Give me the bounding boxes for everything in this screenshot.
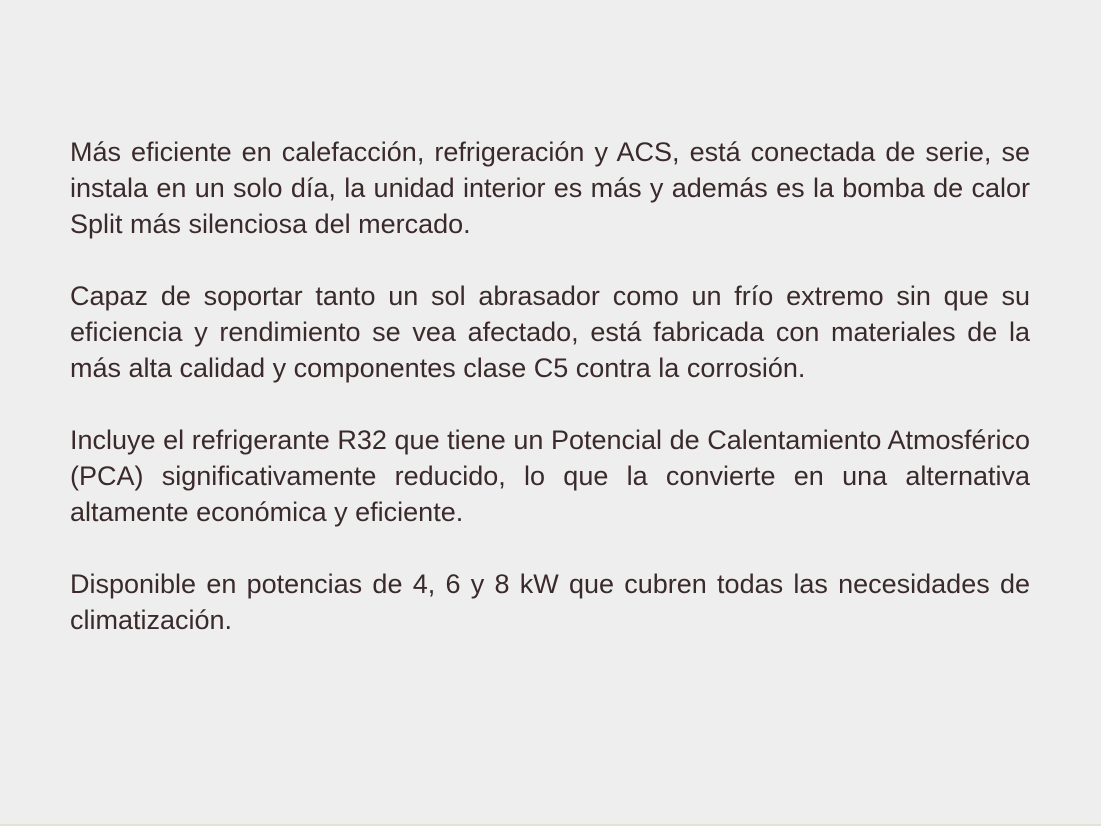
product-description — [70, 134, 1030, 638]
paragraph-refrigerant: Incluye el refrigerante R32 que tiene un Potencial de Calentamiento Atmosférico (PCA) significativamente reducido, lo que la convierte en una alternativa altamente económica y eficiente. — [70, 425, 1030, 527]
paragraph-durability: Capaz de soportar tanto un sol abrasador como un frío extremo sin que su eficiencia y rendimiento se vea afectado, está fabricada con materiales de la más alta calidad y componentes clase C5 contra la corrosión. — [70, 281, 1030, 383]
paragraph-power-options: Disponible en potencias de 4, 6 y 8 kW que cubren todas las necesidades de climatización. — [70, 569, 1030, 635]
paragraph-efficiency: Más eficiente en calefacción, refrigeración y ACS, está conectada de serie, se instala en un solo día, la unidad interior es más y además es la bomba de calor Split más silenciosa del mercado. — [70, 137, 1030, 239]
